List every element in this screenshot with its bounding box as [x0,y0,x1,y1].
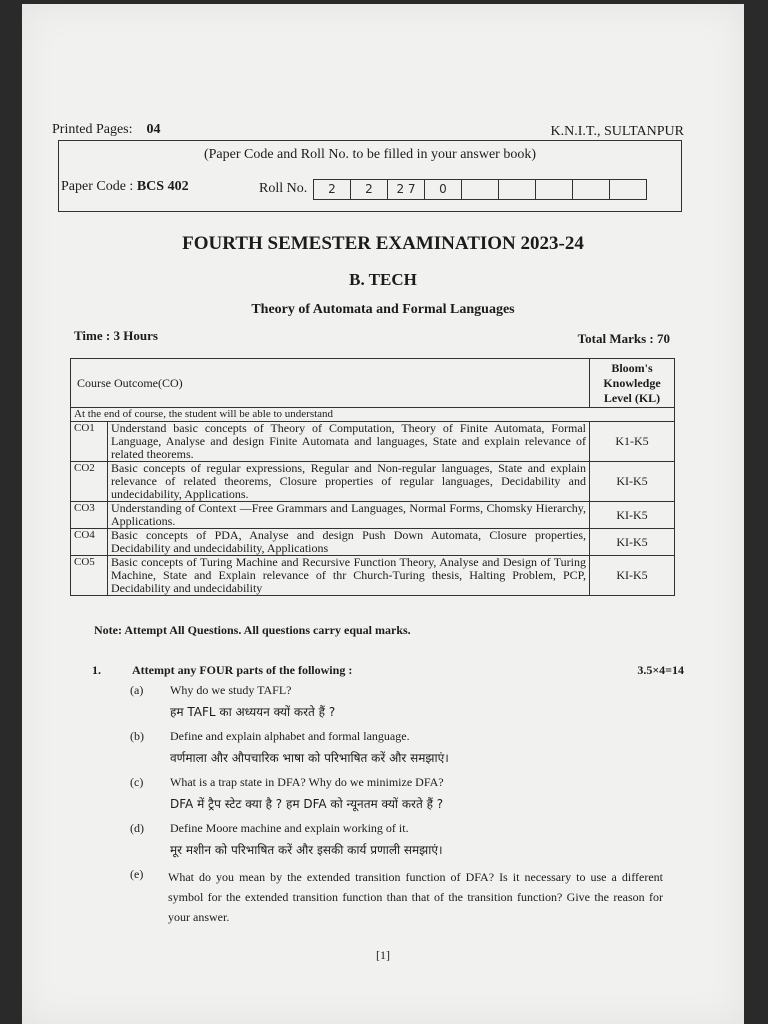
table-row [71,502,675,529]
subject-title: Theory of Automata and Formal Languages [251,302,515,317]
co-knowledge-level: KI-K5 [590,462,675,502]
header-knowledge-level [590,359,675,408]
part-question-english: Define and explain alphabet and formal language. [170,729,410,743]
roll-cell [499,179,536,200]
part-label: (d) [130,821,144,835]
co-code: CO5 [71,556,108,596]
question-1-heading [92,663,352,678]
question-1-marks: 3.5×4=14 [637,663,684,677]
co-knowledge-level: KI-K5 [590,556,675,596]
part-label: (b) [130,729,144,743]
part-label: (e) [130,867,144,881]
co-description: Understanding of Context —Free Grammars and Languages, Normal Forms, Chomsky Hierarchy, Applications. [108,502,590,529]
co-description: Basic concepts of PDA, Analyse and design Push Down Automata, Closure properties, Decidability and undecidability, Applications [108,529,590,556]
part-label: (a) [130,683,144,697]
course-outcome-table [70,358,675,596]
part-label: (c) [130,775,144,789]
exam-time: Time : 3 Hours [74,328,158,343]
table-row [71,462,675,502]
roll-cell: 0 [425,179,462,200]
roll-cell [573,179,610,200]
header-kl-line: Bloom's [611,360,653,375]
roll-cell [462,179,499,200]
co-knowledge-level: K1-K5 [590,422,675,462]
co-description: Basic concepts of Turing Machine and Recursive Function Theory, Analyse and Design of Turing Machine, State and Explain relevance of thr Church-Turing thesis, Halting Problem, PCP, Decidability and undecidability [108,556,590,596]
co-knowledge-level: KI-K5 [590,502,675,529]
part-question-english: Define Moore machine and explain working of it. [170,821,409,835]
paper-code-value: BCS 402 [136,179,189,194]
part-question-hindi: मूर मशीन को परिभाषित करें और इसकी कार्य प्रणाली समझाएं। [170,843,443,857]
paper-code-box [58,140,682,212]
institute-name: K.N.I.T., SULTANPUR [550,124,684,139]
co-code: CO2 [71,462,108,502]
question-instruction: Attempt any FOUR parts of the following : [132,663,353,677]
co-knowledge-level: KI-K5 [590,529,675,556]
table-row [71,422,675,462]
question-number: 1. [92,663,101,677]
part-question-hindi: वर्णमाला और औपचारिक भाषा को परिभाषित करें और समझाएं। [170,751,449,765]
roll-no-cells [313,179,647,200]
part-question-english: What is a trap state in DFA? Why do we minimize DFA? [170,775,444,789]
printed-pages [52,122,161,138]
printed-pages-label: Printed Pages: [52,122,133,137]
degree-title: B. TECH [349,270,417,289]
exam-paper [22,4,744,1024]
roll-cell: 2 [351,179,388,200]
header-course-outcome: Course Outcome(CO) [71,359,590,408]
roll-cell [536,179,573,200]
co-code: CO3 [71,502,108,529]
co-description: Basic concepts of regular expressions, Regular and Non-regular languages, State and explain relevance of related theorems, Closure properties of regular languages, Decidability and undecidability, Applications. [108,462,590,502]
code-box-note: (Paper Code and Roll No. to be filled in your answer book) [203,147,537,162]
co-code: CO1 [71,422,108,462]
roll-no-label: Roll No. [259,181,308,196]
part-question-english: What do you mean by the extended transition function of DFA? Is it necessary to use a different symbol for the extended transition function than that of the transition function? Give the reason for your answer. [168,870,663,924]
part-question-english: Why do we study TAFL? [170,683,292,697]
table-row [71,529,675,556]
table-intro: At the end of course, the student will be able to understand [71,408,675,422]
exam-title: FOURTH SEMESTER EXAMINATION 2023-24 [182,233,584,254]
roll-cell: 2 [314,179,351,200]
part-question-hindi: DFA में ट्रैप स्टेट क्या है ? हम DFA को न्यूनतम क्यों करते हैं ? [170,797,444,811]
table-row [71,556,675,596]
table-header-row [71,359,675,408]
page-number: [1] [376,948,390,962]
roll-cell: 2 7 [388,179,425,200]
paper-code-label: Paper Code : [61,179,134,194]
co-description: Understand basic concepts of Theory of Computation, Theory of Finite Automata, Formal Language, Analyse and design Finite Automata and languages, State and explain relevance of related theorems. [108,422,590,462]
header-kl-line: Knowledge [603,375,661,390]
roll-cell [610,179,647,200]
printed-pages-value: 04 [146,122,161,137]
instructions-note: Note: Attempt All Questions. All questions carry equal marks. [94,623,411,637]
header-kl-line: Level (KL) [603,390,661,405]
part-question-hindi: हम TAFL का अध्ययन क्यों करते हैं ? [170,705,336,719]
table-intro-row [71,408,675,422]
co-code: CO4 [71,529,108,556]
paper-code [61,179,189,195]
total-marks: Total Marks : 70 [577,331,670,346]
